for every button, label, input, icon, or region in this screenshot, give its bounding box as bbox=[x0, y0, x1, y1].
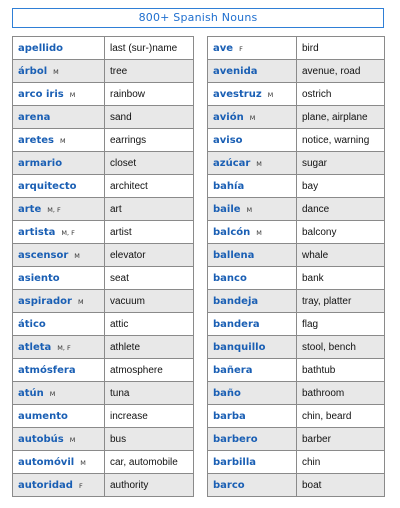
gender-tag: M bbox=[256, 228, 262, 237]
spanish-word-cell bbox=[208, 382, 297, 405]
vocab-row bbox=[13, 175, 194, 198]
spanish-word-cell bbox=[208, 474, 297, 497]
spanish-word-cell bbox=[13, 267, 105, 290]
english-meaning: last (sur-)name bbox=[105, 37, 194, 60]
english-meaning: sugar bbox=[297, 152, 385, 175]
spanish-word-cell bbox=[208, 106, 297, 129]
vocab-row bbox=[208, 37, 385, 60]
spanish-word: bañera bbox=[213, 364, 253, 376]
spanish-word-cell bbox=[208, 405, 297, 428]
spanish-word: aumento bbox=[18, 410, 68, 422]
gender-tag: M bbox=[59, 136, 66, 145]
spanish-word: avenida bbox=[213, 65, 258, 77]
spanish-word-cell bbox=[13, 313, 105, 336]
english-meaning: bus bbox=[105, 428, 194, 451]
spanish-word: automóvil bbox=[18, 456, 75, 468]
spanish-word-cell bbox=[208, 198, 297, 221]
vocab-row bbox=[208, 336, 385, 359]
english-meaning: art bbox=[105, 198, 194, 221]
english-meaning: car, automobile bbox=[105, 451, 194, 474]
spanish-word-cell bbox=[13, 221, 105, 244]
spanish-word-cell bbox=[13, 60, 105, 83]
vocab-row bbox=[208, 129, 385, 152]
spanish-word: ático bbox=[18, 318, 46, 330]
spanish-word-cell bbox=[208, 152, 297, 175]
english-meaning: rainbow bbox=[105, 83, 194, 106]
english-meaning: dance bbox=[297, 198, 385, 221]
vocab-row bbox=[208, 152, 385, 175]
spanish-word-cell bbox=[208, 129, 297, 152]
spanish-word-cell bbox=[208, 175, 297, 198]
spanish-word-cell bbox=[208, 451, 297, 474]
spanish-word-cell bbox=[13, 152, 105, 175]
vocab-row bbox=[13, 451, 194, 474]
spanish-word: avestruz bbox=[213, 88, 262, 100]
vocab-row bbox=[208, 451, 385, 474]
english-meaning: authority bbox=[105, 474, 194, 497]
vocab-row bbox=[208, 428, 385, 451]
page-title: 800+ Spanish Nouns bbox=[12, 8, 384, 28]
spanish-word-cell bbox=[13, 198, 105, 221]
spanish-word: autoridad bbox=[18, 479, 73, 491]
vocab-row bbox=[13, 474, 194, 497]
english-meaning: sand bbox=[105, 106, 194, 129]
spanish-word: ave bbox=[213, 42, 234, 54]
spanish-word-cell bbox=[208, 359, 297, 382]
spanish-word-cell bbox=[13, 129, 105, 152]
spanish-word: atleta bbox=[18, 341, 52, 353]
english-meaning: bank bbox=[297, 267, 385, 290]
spanish-word: arquitecto bbox=[18, 180, 77, 192]
english-meaning: flag bbox=[297, 313, 385, 336]
spanish-word: baile bbox=[213, 203, 241, 215]
vocab-row bbox=[13, 152, 194, 175]
vocab-row bbox=[13, 428, 194, 451]
english-meaning: bay bbox=[297, 175, 385, 198]
english-meaning: tuna bbox=[105, 382, 194, 405]
spanish-word: baño bbox=[213, 387, 241, 399]
english-meaning: barber bbox=[297, 428, 385, 451]
spanish-word: atún bbox=[18, 387, 44, 399]
gender-tag: M, F bbox=[57, 343, 71, 352]
gender-tag: M bbox=[53, 67, 59, 76]
spanish-word-cell bbox=[208, 428, 297, 451]
spanish-word: bandeja bbox=[213, 295, 259, 307]
spanish-word-cell bbox=[13, 474, 105, 497]
vocab-row bbox=[13, 290, 194, 313]
spanish-word-cell bbox=[208, 267, 297, 290]
spanish-word: ascensor bbox=[18, 249, 69, 261]
vocab-table-right bbox=[207, 36, 385, 497]
english-meaning: plane, airplane bbox=[297, 106, 385, 129]
spanish-word-cell bbox=[208, 290, 297, 313]
english-meaning: stool, bench bbox=[297, 336, 385, 359]
vocab-row bbox=[13, 313, 194, 336]
vocab-row bbox=[208, 60, 385, 83]
vocab-row bbox=[13, 244, 194, 267]
spanish-word: arena bbox=[18, 111, 51, 123]
spanish-word-cell bbox=[13, 244, 105, 267]
vocab-row bbox=[208, 382, 385, 405]
gender-tag: M bbox=[256, 159, 262, 168]
english-meaning: bathroom bbox=[297, 382, 385, 405]
gender-tag: F bbox=[78, 481, 83, 490]
vocab-row bbox=[208, 359, 385, 382]
spanish-word: apellido bbox=[18, 42, 63, 54]
english-meaning: balcony bbox=[297, 221, 385, 244]
spanish-word-cell bbox=[208, 221, 297, 244]
english-meaning: atmosphere bbox=[105, 359, 194, 382]
vocab-row bbox=[208, 267, 385, 290]
spanish-word: barco bbox=[213, 479, 245, 491]
spanish-word: barbilla bbox=[213, 456, 257, 468]
vocab-row bbox=[208, 474, 385, 497]
spanish-word: banco bbox=[213, 272, 247, 284]
gender-tag: M bbox=[69, 90, 76, 99]
spanish-word-cell bbox=[13, 83, 105, 106]
vocab-row bbox=[13, 359, 194, 382]
vocab-row bbox=[208, 175, 385, 198]
spanish-word-cell bbox=[13, 175, 105, 198]
spanish-word-cell bbox=[13, 106, 105, 129]
vocab-row bbox=[13, 382, 194, 405]
english-meaning: attic bbox=[105, 313, 194, 336]
english-meaning: increase bbox=[105, 405, 194, 428]
gender-tag: M, F bbox=[61, 228, 75, 237]
spanish-word: arco iris bbox=[18, 88, 64, 100]
gender-tag: M bbox=[49, 389, 56, 398]
english-meaning: seat bbox=[105, 267, 194, 290]
gender-tag: M bbox=[249, 113, 256, 122]
vocab-table-left bbox=[12, 36, 194, 497]
gender-tag: M bbox=[74, 251, 80, 260]
english-meaning: chin bbox=[297, 451, 385, 474]
english-meaning: elevator bbox=[105, 244, 194, 267]
vocab-row bbox=[208, 221, 385, 244]
spanish-word: azúcar bbox=[213, 157, 251, 169]
spanish-word-cell bbox=[13, 359, 105, 382]
vocab-row bbox=[13, 129, 194, 152]
spanish-word: artista bbox=[18, 226, 56, 238]
gender-tag: F bbox=[239, 44, 243, 53]
english-meaning: chin, beard bbox=[297, 405, 385, 428]
spanish-word: avión bbox=[213, 111, 244, 123]
english-meaning: closet bbox=[105, 152, 194, 175]
english-meaning: tray, platter bbox=[297, 290, 385, 313]
spanish-word: autobús bbox=[18, 433, 64, 445]
vocab-row bbox=[208, 405, 385, 428]
spanish-word: barbero bbox=[213, 433, 258, 445]
spanish-word: árbol bbox=[18, 65, 48, 77]
vocab-row bbox=[208, 198, 385, 221]
english-meaning: ostrich bbox=[297, 83, 385, 106]
spanish-word-cell bbox=[13, 336, 105, 359]
english-meaning: avenue, road bbox=[297, 60, 385, 83]
english-meaning: whale bbox=[297, 244, 385, 267]
english-meaning: tree bbox=[105, 60, 194, 83]
spanish-word: barba bbox=[213, 410, 246, 422]
spanish-word: atmósfera bbox=[18, 364, 76, 376]
spanish-word-cell bbox=[13, 37, 105, 60]
spanish-word-cell bbox=[208, 244, 297, 267]
vocab-row bbox=[208, 244, 385, 267]
spanish-word-cell bbox=[208, 37, 297, 60]
spanish-word: aretes bbox=[18, 134, 54, 146]
english-meaning: architect bbox=[105, 175, 194, 198]
gender-tag: M, F bbox=[47, 205, 61, 214]
vocab-row bbox=[208, 83, 385, 106]
english-meaning: notice, warning bbox=[297, 129, 385, 152]
english-meaning: bird bbox=[297, 37, 385, 60]
spanish-word-cell bbox=[13, 290, 105, 313]
vocab-row bbox=[13, 37, 194, 60]
vocab-row bbox=[208, 290, 385, 313]
spanish-word: bahía bbox=[213, 180, 245, 192]
vocab-row bbox=[208, 313, 385, 336]
english-meaning: boat bbox=[297, 474, 385, 497]
english-meaning: athlete bbox=[105, 336, 194, 359]
spanish-word: asiento bbox=[18, 272, 60, 284]
vocab-row bbox=[13, 405, 194, 428]
gender-tag: M bbox=[77, 297, 84, 306]
vocab-row bbox=[13, 83, 194, 106]
spanish-word-cell bbox=[13, 451, 105, 474]
vocab-row bbox=[13, 221, 194, 244]
spanish-word: armario bbox=[18, 157, 63, 169]
spanish-word: balcón bbox=[213, 226, 251, 238]
spanish-word-cell bbox=[208, 60, 297, 83]
english-meaning: bathtub bbox=[297, 359, 385, 382]
spanish-word: ballena bbox=[213, 249, 255, 261]
spanish-word-cell bbox=[208, 83, 297, 106]
gender-tag: M bbox=[69, 435, 76, 444]
spanish-word: aspirador bbox=[18, 295, 72, 307]
english-meaning: vacuum bbox=[105, 290, 194, 313]
english-meaning: artist bbox=[105, 221, 194, 244]
spanish-word: aviso bbox=[213, 134, 243, 146]
spanish-word-cell bbox=[13, 405, 105, 428]
spanish-word: bandera bbox=[213, 318, 260, 330]
vocab-row bbox=[13, 198, 194, 221]
gender-tag: M bbox=[80, 458, 86, 467]
vocab-row bbox=[13, 60, 194, 83]
spanish-word-cell bbox=[208, 313, 297, 336]
vocab-row bbox=[13, 336, 194, 359]
spanish-word-cell bbox=[208, 336, 297, 359]
vocab-row bbox=[13, 106, 194, 129]
gender-tag: M bbox=[246, 205, 253, 214]
spanish-word-cell bbox=[13, 428, 105, 451]
spanish-word: banquillo bbox=[213, 341, 266, 353]
gender-tag: M bbox=[267, 90, 274, 99]
english-meaning: earrings bbox=[105, 129, 194, 152]
spanish-word: arte bbox=[18, 203, 42, 215]
vocab-row bbox=[13, 267, 194, 290]
vocab-row bbox=[208, 106, 385, 129]
spanish-word-cell bbox=[13, 382, 105, 405]
